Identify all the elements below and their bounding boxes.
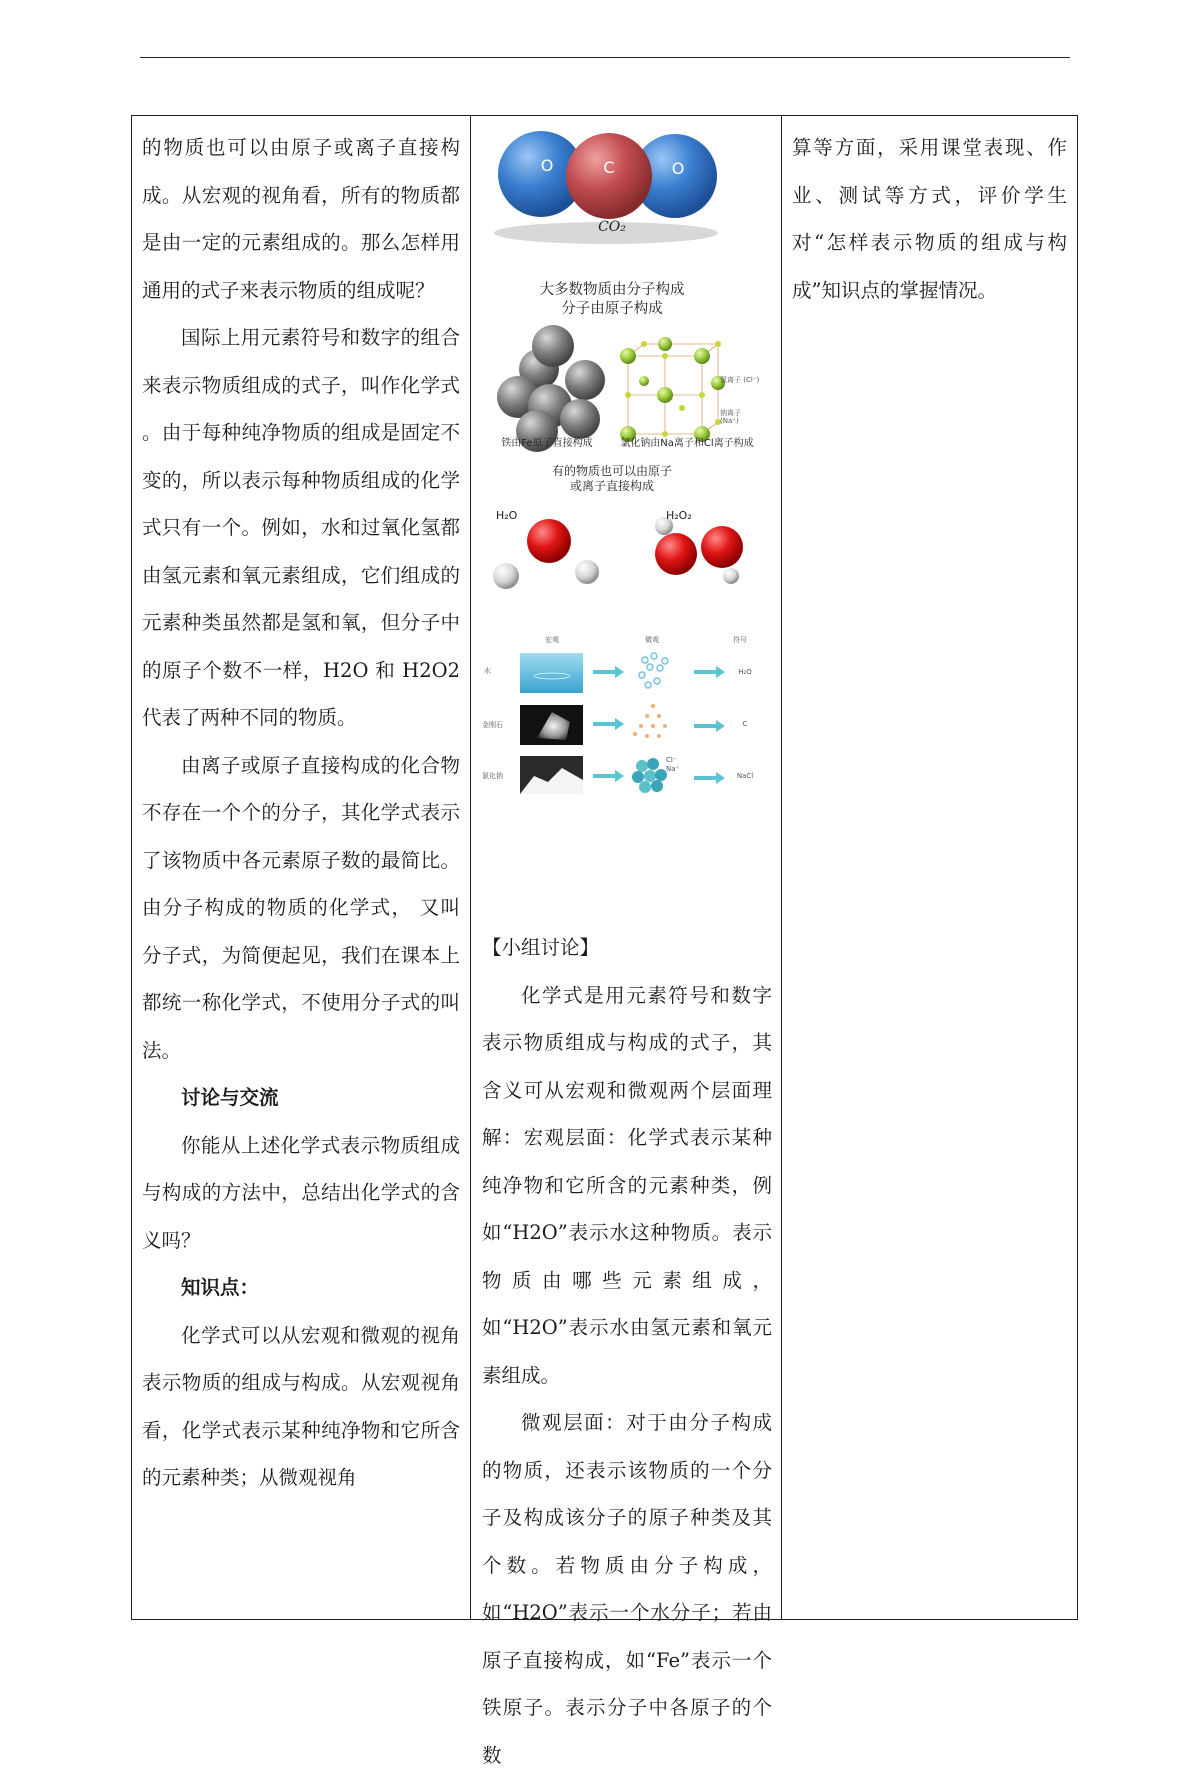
paragraph: 算等方面，采用课堂表现、作业、测试等方式，评价学生对“怎样表示物质的组成与构成”知识点的掌握情况。 bbox=[792, 136, 1067, 302]
co2-atom-label: O bbox=[540, 156, 554, 175]
paragraph: 化学式是用元素符号和数字表示物质组成与构成的式子，其含义可从宏观和微观两个层面理解：宏观层面：化学式表示某种纯净物和它所含的元素种类，例如“H2O”表示水这种物质。表示物质由哪些元素组成，如“H2O”表示水由氢元素和氧元素组成。 bbox=[482, 983, 772, 1387]
row-label: 金刚石 bbox=[482, 721, 503, 729]
section-heading: 知识点： bbox=[181, 1276, 260, 1299]
row-symbol: H₂O bbox=[738, 668, 752, 676]
ion-label: Cl⁻ bbox=[666, 756, 677, 764]
nacl-legend-label: 钠离子 (Na⁺) bbox=[720, 409, 741, 425]
nacl-caption: 氯化钠由Na离子和Cl离子构成 bbox=[620, 438, 754, 449]
molecule-figure bbox=[482, 116, 772, 836]
figure-caption: 分子由原子构成 bbox=[561, 301, 663, 317]
figure-caption: 大多数物质由分子构成 bbox=[539, 282, 685, 298]
table-header: 符号 bbox=[733, 636, 747, 644]
fe-atom-cluster bbox=[497, 325, 605, 452]
paragraph: 你能从上述化学式表示物质组成与构成的方法中，总结出化学式的含义吗？ bbox=[142, 1133, 460, 1252]
table-header: 微观 bbox=[645, 636, 659, 644]
group-discussion bbox=[482, 924, 772, 1779]
nacl-chloride-ions bbox=[620, 337, 725, 442]
paragraph: 化学式可以从宏观和微观的视角表示物质的组成与构成。从宏观视角看，化学式表示某种纯净物和它所含的元素种类；从微观视角 bbox=[142, 1323, 460, 1489]
ion-label: Na⁺ bbox=[666, 765, 680, 773]
diamond-micro-icon bbox=[633, 704, 667, 738]
teaching-content-column bbox=[132, 116, 470, 1619]
paragraph: 国际上用元素符号和数字的组合来表示物质组成的式子，叫作化学式 。由于每种纯净物质的组成是固定不变的，所以表示每种物质组成的化学式只有一个。例如，水和过氧化氢都由氢元素和氧元素组成，它们组成的元素种类虽然都是氢和氧，但分子中的原子个数不一样，H2O 和 H2O2 代表了两种不同的物质。 bbox=[142, 326, 460, 729]
row-label: 水 bbox=[484, 667, 491, 675]
student-activity-column bbox=[471, 116, 781, 1767]
co2-atom-label: C bbox=[603, 158, 615, 177]
paragraph: 由离子或原子直接构成的化合物不存在一个个的分子，其化学式表示了该物质中各元素原子数的最简比。由分子构成的物质的化学式， 又叫分子式，为简便起见，我们在课本上都统一称化学式，不使用分子式的叫法。 bbox=[142, 753, 460, 1062]
section-heading: 【小组讨论】 bbox=[482, 936, 600, 959]
paragraph: 微观层面：对于由分子构成的物质，还表示该物质的一个分子及构成该分子的原子种类及其个数。若物质由分子构成，如“H2O”表示一个水分子；若由原子直接构成，如“Fe”表示一个铁原子。表示分子中各原子的个数 bbox=[482, 1411, 772, 1767]
section-heading: 讨论与交流 bbox=[181, 1086, 279, 1109]
row-symbol: C bbox=[742, 720, 748, 728]
nacl-micro-icon bbox=[632, 758, 667, 793]
fe-caption: 铁由Fe原子直接构成 bbox=[501, 438, 593, 449]
paragraph: 的物质也可以由原子或离子直接构成。从宏观的视角看，所有的物质都是由一定的元素组成的。那么怎样用通用的式子来表示物质的组成呢？ bbox=[142, 136, 460, 302]
water-micro-icon bbox=[639, 653, 668, 688]
table-header: 宏观 bbox=[545, 636, 559, 644]
co2-formula: CO₂ bbox=[598, 219, 626, 235]
figure-caption: 或离子直接构成 bbox=[569, 479, 654, 493]
header-rule bbox=[140, 57, 1070, 58]
h2o-molecule bbox=[493, 519, 599, 589]
row-symbol: NaCl bbox=[736, 772, 754, 780]
design-intent-column bbox=[782, 116, 1077, 1619]
lesson-table bbox=[131, 115, 1078, 1767]
h2o2-label: H₂O₂ bbox=[666, 509, 692, 522]
co2-atom-label: O bbox=[671, 159, 685, 178]
nacl-legend-label: 氯离子 (Cl⁻) bbox=[720, 376, 760, 384]
h2o-label: H₂O bbox=[496, 509, 518, 522]
row-label: 氯化钠 bbox=[482, 772, 503, 780]
figure-caption: 有的物质也可以由原子 bbox=[551, 464, 672, 478]
h2o2-molecule bbox=[655, 517, 743, 584]
